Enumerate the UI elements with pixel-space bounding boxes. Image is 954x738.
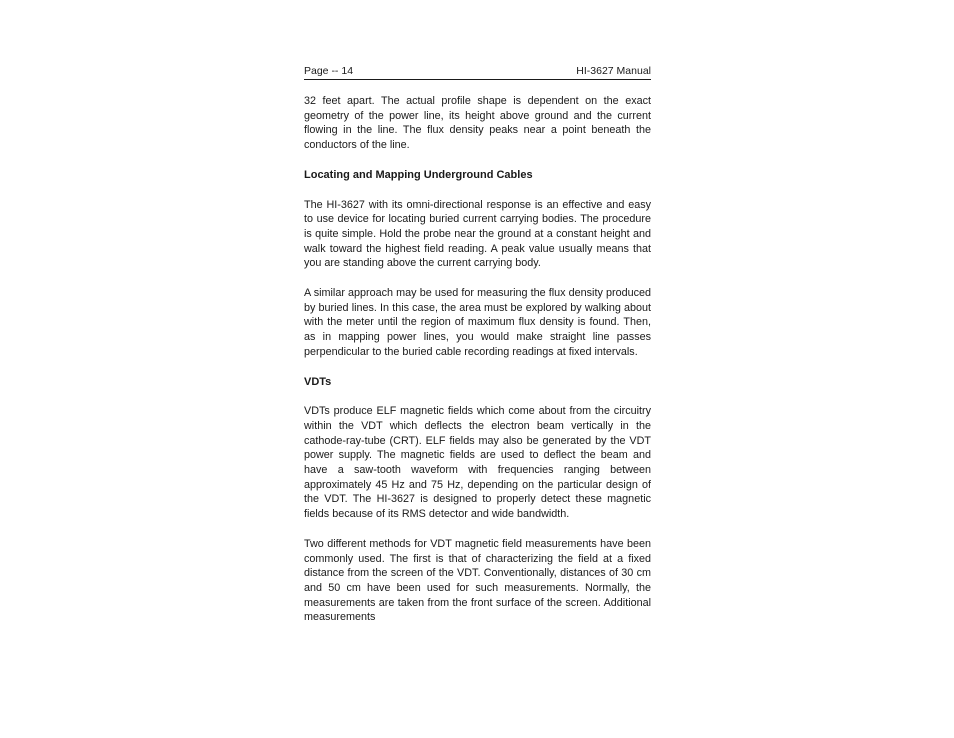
paragraph-vdt-fields: VDTs produce ELF magnetic fields which come about from the circuitry within the VDT which deflects the electron beam vertically in the cathode-ray-tube (CRT). ELF fields may also be generated by the VDT power supply. The magnetic fields are used to deflect the beam and have a saw-tooth waveform with frequencies ranging between approximately 45 Hz and 75 Hz, depending on the particular design of the VDT. The HI-3627 is designed to properly detect these magnetic fields because of its RMS detector and wide bandwidth. <box>304 405 651 521</box>
paragraph-measuring-flux: A similar approach may be used for measuring the flux density produced by buried lines. In this case, the area must be explored by walking about with the meter until the region of maximum flux density is found. Then, as in mapping power lines, you would make straight line passes perpendicular to the buried cable recording readings at fixed intervals. <box>304 287 651 358</box>
manual-title: HI-3627 Manual <box>576 65 651 77</box>
page-number: Page -- 14 <box>304 65 354 77</box>
section-heading-vdts: VDTs <box>304 375 332 388</box>
manual-page <box>304 64 651 625</box>
paragraph-locating-cables: The HI-3627 with its omni-directional response is an effective and easy to use device for locating buried current carrying bodies. The procedure is quite simple. Hold the probe near the ground at a constant height and walk toward the highest field reading. A peak value usually means that you are standing above the current carrying body. <box>304 198 651 270</box>
paragraph-power-line-profile: 32 feet apart. The actual profile shape is dependent on the exact geometry of the power line, its height above ground and the current flowing in the line. The flux density peaks near a point beneath the conductors of the line. <box>304 95 651 152</box>
paragraph-vdt-methods: Two different methods for VDT magnetic field measurements have been commonly used. The first is that of characterizing the field at a fixed distance from the screen of the VDT. Conventionally, distances of 30 cm and 50 cm have been used for such measurements. Normally, the measurements are taken from the front surface of the screen. Additional measurements <box>304 537 651 624</box>
section-heading-underground-cables: Locating and Mapping Underground Cables <box>304 168 533 181</box>
page-header <box>304 64 651 80</box>
